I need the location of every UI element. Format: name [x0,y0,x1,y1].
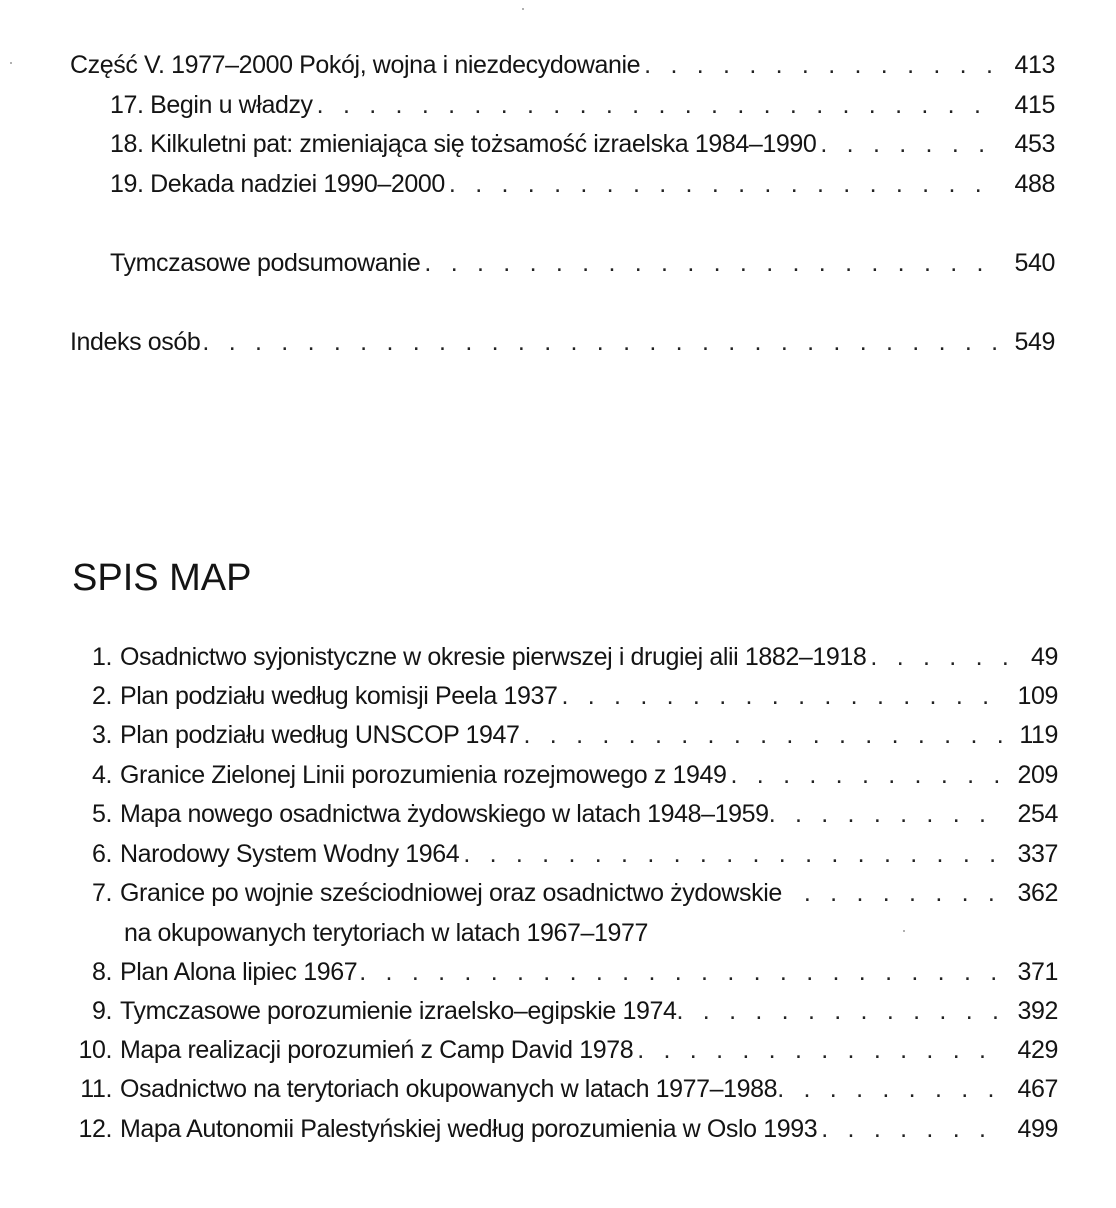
map-number: 11. [80,1075,112,1103]
map-number: 8. [91,958,112,986]
map-list-item [66,839,1058,869]
dot-leader [644,50,1000,80]
map-page: 429 [1017,1036,1058,1064]
map-title: Plan podziału według UNSCOP 1947 [120,721,520,749]
toc-part-entry [70,50,1055,80]
map-title: Mapa Autonomii Palestyńskiej według porozumienia w Oslo 1993 [120,1115,818,1143]
dot-leader [202,327,1000,357]
map-list-item [66,996,1058,1026]
dot-leader [769,799,1004,829]
map-page: 209 [1017,761,1058,789]
toc-summary-title: Tymczasowe podsumowanie [110,249,421,277]
dot-leader [821,1114,1003,1144]
map-list-item [66,957,1058,987]
map-list-item [66,720,1058,750]
toc-summary-entry [110,248,1055,278]
map-title: Narodowy System Wodny 1964 [120,840,460,868]
toc-chapter-entry [110,90,1055,120]
map-number: 10. [78,1036,112,1064]
map-list-item [66,878,1058,908]
toc-chapter-title: 19. Dekada nadziei 1990–2000 [110,170,445,198]
toc-part-page: 413 [1014,51,1055,79]
map-number: 12. [78,1115,112,1143]
map-title: Granice Zielonej Linii porozumienia rozejmowego z 1949 [120,761,727,789]
map-page: 371 [1017,958,1058,986]
map-list-item [66,1035,1058,1065]
map-title: Mapa nowego osadnictwa żydowskiego w latach 1948–1959 [120,800,769,828]
toc-chapter-entry [110,169,1055,199]
dot-leader [637,1035,1003,1065]
toc-chapter-entry [110,129,1055,159]
dot-leader [731,760,1004,790]
scan-speck [903,930,905,932]
dot-leader [449,169,1001,199]
dot-leader [677,996,1004,1026]
map-page: 467 [1017,1075,1058,1103]
map-title: Granice po wojnie sześciodniowej oraz osadnictwo żydowskie [120,879,782,907]
map-number: 3. [91,721,112,749]
dot-leader [524,720,1006,750]
toc-summary-page: 540 [1014,249,1055,277]
toc-index-page: 549 [1014,328,1055,356]
map-page: 362 [1017,879,1058,907]
map-number: 4. [91,761,112,789]
map-list-item [66,642,1058,672]
map-page: 337 [1017,840,1058,868]
map-page: 499 [1017,1115,1058,1143]
toc-index-entry [70,327,1055,357]
dot-leader [359,957,1003,987]
scan-speck [10,62,12,64]
map-number: 2. [91,682,112,710]
map-title: Plan Alona lipiec 1967 [120,958,358,986]
map-list-item [66,681,1058,711]
map-number: 9. [91,997,112,1025]
dot-leader [804,878,1004,908]
map-title: Osadnictwo syjonistyczne w okresie pierwszej i drugiej alii 1882–1918 [120,643,867,671]
dot-leader [317,90,1001,120]
toc-chapter-title: 17. Begin u władzy [110,91,313,119]
map-page: 119 [1019,721,1058,749]
map-page: 109 [1017,682,1058,710]
map-title-continuation: na okupowanych terytoriach w latach 1967–1977 [124,919,649,947]
map-page: 49 [1030,643,1058,671]
dot-leader [561,681,1003,711]
map-title: Mapa realizacji porozumień z Camp David 1978 [120,1036,634,1064]
toc-chapter-page: 453 [1014,130,1055,158]
toc-part-title: Część V. 1977–2000 Pokój, wojna i niezdecydowanie [70,51,641,79]
dot-leader [777,1074,1003,1104]
dot-leader [870,642,1017,672]
scan-speck [522,8,524,10]
toc-chapter-title: 18. Kilkuletni pat: zmieniająca się tożsamość izraelska 1984–1990 [110,130,817,158]
map-number: 1. [91,643,112,671]
map-list-item [66,1114,1058,1144]
toc-chapter-page: 488 [1014,170,1055,198]
maps-heading: SPIS MAP [72,557,252,599]
dot-leader [820,129,1000,159]
map-list-item [66,760,1058,790]
map-number: 6. [91,840,112,868]
dot-leader [424,248,1000,278]
toc-chapter-page: 415 [1014,91,1055,119]
map-number: 7. [91,879,112,907]
map-list-item [66,1074,1058,1104]
dot-leader [463,839,1003,869]
map-page: 392 [1017,997,1058,1025]
map-list-item [66,799,1058,829]
map-number: 5. [91,800,112,828]
map-page: 254 [1017,800,1058,828]
toc-index-title: Indeks osób [70,328,201,356]
map-title: Osadnictwo na terytoriach okupowanych w latach 1977–1988 [120,1075,778,1103]
map-title: Plan podziału według komisji Peela 1937 [120,682,558,710]
map-title: Tymczasowe porozumienie izraelsko–egipskie 1974 [120,997,677,1025]
